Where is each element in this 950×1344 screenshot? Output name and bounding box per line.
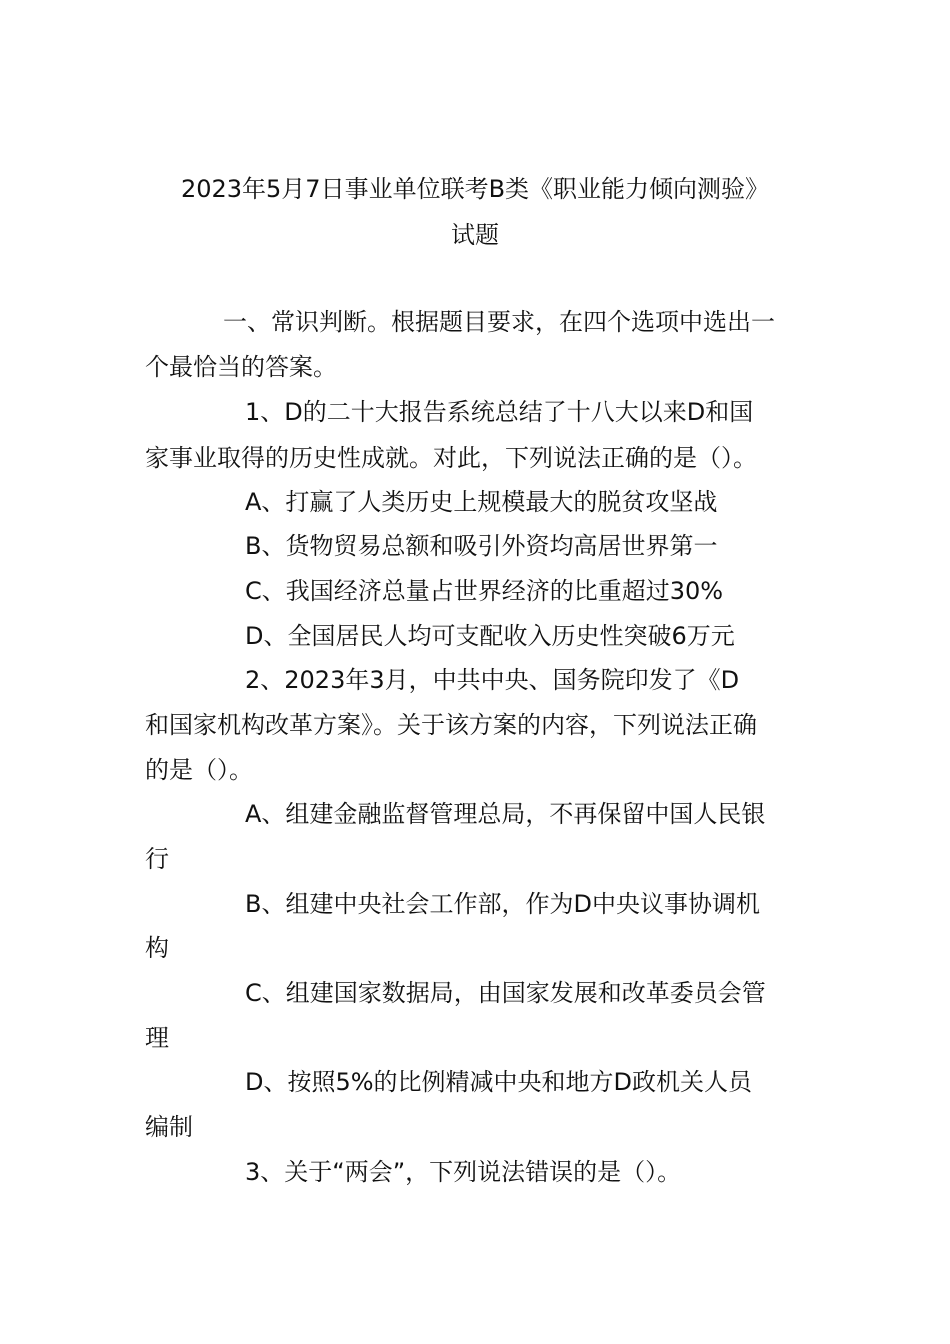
section-intro-line-2: 个最恰当的答案。: [145, 353, 337, 381]
question-3-stem-line-1: 3、关于“两会”，下列说法错误的是（）。: [245, 1158, 682, 1186]
question-2-option-b-line-2: 构: [145, 934, 169, 962]
question-1-option-b: B、货物贸易总额和吸引外资均高居世界第一: [245, 532, 718, 560]
question-2-option-a-line-1: A、组建金融监督管理总局，不再保留中国人民银: [245, 800, 766, 828]
question-1-option-d: D、全国居民人均可支配收入历史性突破6万元: [245, 622, 735, 650]
question-2-option-d-line-1: D、按照5%的比例精减中央和地方D政机关人员: [245, 1068, 753, 1096]
question-2-option-b-line-1: B、组建中央社会工作部，作为D中央议事协调机: [245, 890, 760, 918]
document-title-line-2: 试题: [451, 221, 499, 249]
question-2-option-a-line-2: 行: [145, 845, 169, 873]
question-1-option-c: C、我国经济总量占世界经济的比重超过30%: [245, 577, 724, 605]
question-2-stem-line-3: 的是（）。: [145, 756, 253, 784]
question-2-option-c-line-1: C、组建国家数据局，由国家发展和改革委员会管: [245, 979, 766, 1007]
question-1-stem-line-2: 家事业取得的历史性成就。对此，下列说法正确的是（）。: [145, 444, 757, 472]
document-body: [145, 0, 810, 1344]
question-1-stem-line-1: 1、D的二十大报告系统总结了十八大以来D和国: [245, 398, 754, 426]
document-title-line-1: 2023年5月7日事业单位联考B类《职业能力倾向测验》: [180, 175, 770, 203]
question-2-stem-line-2: 和国家机构改革方案》。关于该方案的内容，下列说法正确: [145, 711, 757, 739]
question-2-option-c-line-2: 理: [145, 1024, 169, 1052]
question-2-stem-line-1: 2、2023年3月，中共中央、国务院印发了《D: [245, 666, 740, 694]
section-intro-line-1: 一、常识判断。根据题目要求，在四个选项中选出一: [223, 308, 775, 336]
question-2-option-d-line-2: 编制: [145, 1113, 193, 1141]
question-1-option-a: A、打赢了人类历史上规模最大的脱贫攻坚战: [245, 488, 718, 516]
